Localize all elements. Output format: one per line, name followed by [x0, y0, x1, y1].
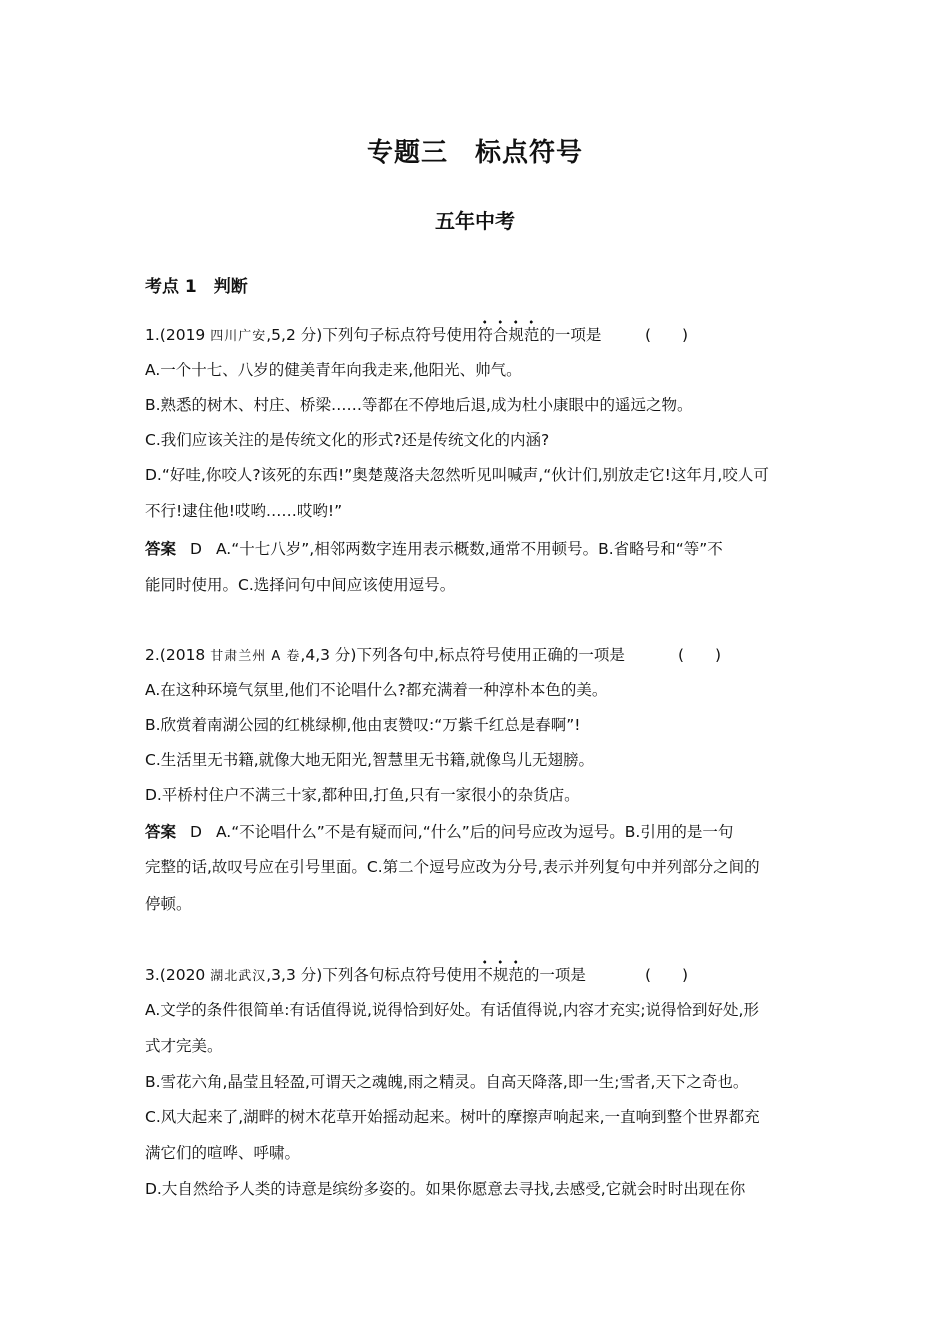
question-3-stem	[145, 963, 810, 989]
question-number: 3.(	[145, 966, 166, 984]
question-source: 四川广安	[210, 329, 267, 344]
section-heading: 考点 1 判断	[145, 277, 248, 297]
answer-letter: D	[190, 540, 202, 558]
answer-block	[145, 537, 810, 561]
emphasis-dotted-text: 不规范	[477, 966, 524, 984]
option-line: B.欣赏着南湖公园的红桃绿柳,他由衷赞叹:“万紫千红总是春啊”!	[145, 716, 581, 734]
option-line: 满它们的喧哗、呼啸。	[145, 1144, 301, 1162]
option-line: C.生活里无书籍,就像大地无阳光,智慧里无书籍,就像鸟儿无翅膀。	[145, 751, 595, 769]
option-line: A.文学的条件很简单:有话值得说,说得恰到好处。有话值得说,内容才充实;说得恰到好处,形	[145, 1001, 759, 1019]
answer-label: 答案	[145, 540, 177, 558]
option-line: D.大自然给予人类的诗意是缤纷多姿的。如果你愿意去寻找,去感受,它就会时时出现在你	[145, 1180, 746, 1198]
question-number: 2.(	[145, 646, 166, 664]
option-line: D.“好哇,你咬人?该死的东西!”奥楚蔑洛夫忽然听见叫喊声,“伙计们,别放走它!这年月,咬人可	[145, 466, 769, 484]
question-year: 2020	[165, 966, 206, 984]
answer-explanation-line: 能同时使用。C.选择问句中间应该使用逗号。	[145, 576, 456, 594]
answer-blank-parentheses: ( )	[645, 326, 689, 344]
option-line: B.熟悉的树木、村庄、桥梁……等都在不停地后退,成为杜小康眼中的遥远之物。	[145, 396, 693, 414]
answer-blank-parentheses: ( )	[678, 646, 722, 664]
option-line: 不行!逮住他!哎哟……哎哟!”	[145, 502, 343, 520]
emphasis-dotted-text: 符合规范	[477, 326, 540, 344]
answer-explanation-line: 完整的话,故叹号应在引号里面。C.第二个逗号应改为分号,表示并列复句中并列部分之间的	[145, 858, 760, 876]
question-stem-text-end: 的一项是	[523, 966, 586, 984]
answer-letter: D	[190, 823, 202, 841]
option-line: 式才完美。	[145, 1037, 223, 1055]
option-line: B.雪花六角,晶莹且轻盈,可谓天之魂魄,雨之精灵。自高天降落,即一生;雪者,天下之奇也。	[145, 1073, 749, 1091]
question-score: ,3,3 分)	[266, 966, 323, 984]
question-1-stem	[145, 323, 810, 349]
question-stem-text: 下列句子标点符号使用	[322, 326, 478, 344]
answer-blank-parentheses: ( )	[645, 966, 689, 984]
question-stem-text: 下列各句中,标点符号使用正确的一项是	[356, 646, 625, 664]
question-stem-text: 下列各句标点符号使用	[322, 966, 478, 984]
question-source: 湖北武汉	[210, 969, 267, 984]
answer-explanation: A.“十七八岁”,相邻两数字连用表示概数,通常不用顿号。B.省略号和“等”不	[215, 540, 723, 558]
question-score: ,5,2 分)	[266, 326, 323, 344]
question-stem-text-end: 的一项是	[539, 326, 602, 344]
page-title: 专题三 标点符号	[366, 138, 583, 168]
option-line: A.在这种环境气氛里,他们不论唱什么?都充满着一种淳朴本色的美。	[145, 681, 608, 699]
option-line: C.我们应该关注的是传统文化的形式?还是传统文化的内涵?	[145, 431, 550, 449]
answer-explanation: A.“不论唱什么”不是有疑而问,“什么”后的问号应改为逗号。B.引用的是一句	[215, 823, 734, 841]
option-line: D.平桥村住户不满三十家,都种田,打鱼,只有一家很小的杂货店。	[145, 786, 580, 804]
answer-explanation-line: 停顿。	[145, 895, 192, 913]
answer-label: 答案	[145, 823, 177, 841]
question-source: 甘肃兰州 A 卷	[210, 649, 301, 664]
question-number: 1.(	[145, 326, 166, 344]
answer-block	[145, 820, 810, 844]
option-line: A.一个十七、八岁的健美青年向我走来,他阳光、帅气。	[145, 361, 522, 379]
option-line: C.风大起来了,湖畔的树木花草开始摇动起来。树叶的摩擦声响起来,一直响到整个世界都充	[145, 1108, 760, 1126]
question-year: 2019	[165, 326, 206, 344]
page-subtitle: 五年中考	[435, 209, 515, 233]
question-year: 2018	[165, 646, 206, 664]
question-score: ,4,3 分)	[300, 646, 357, 664]
